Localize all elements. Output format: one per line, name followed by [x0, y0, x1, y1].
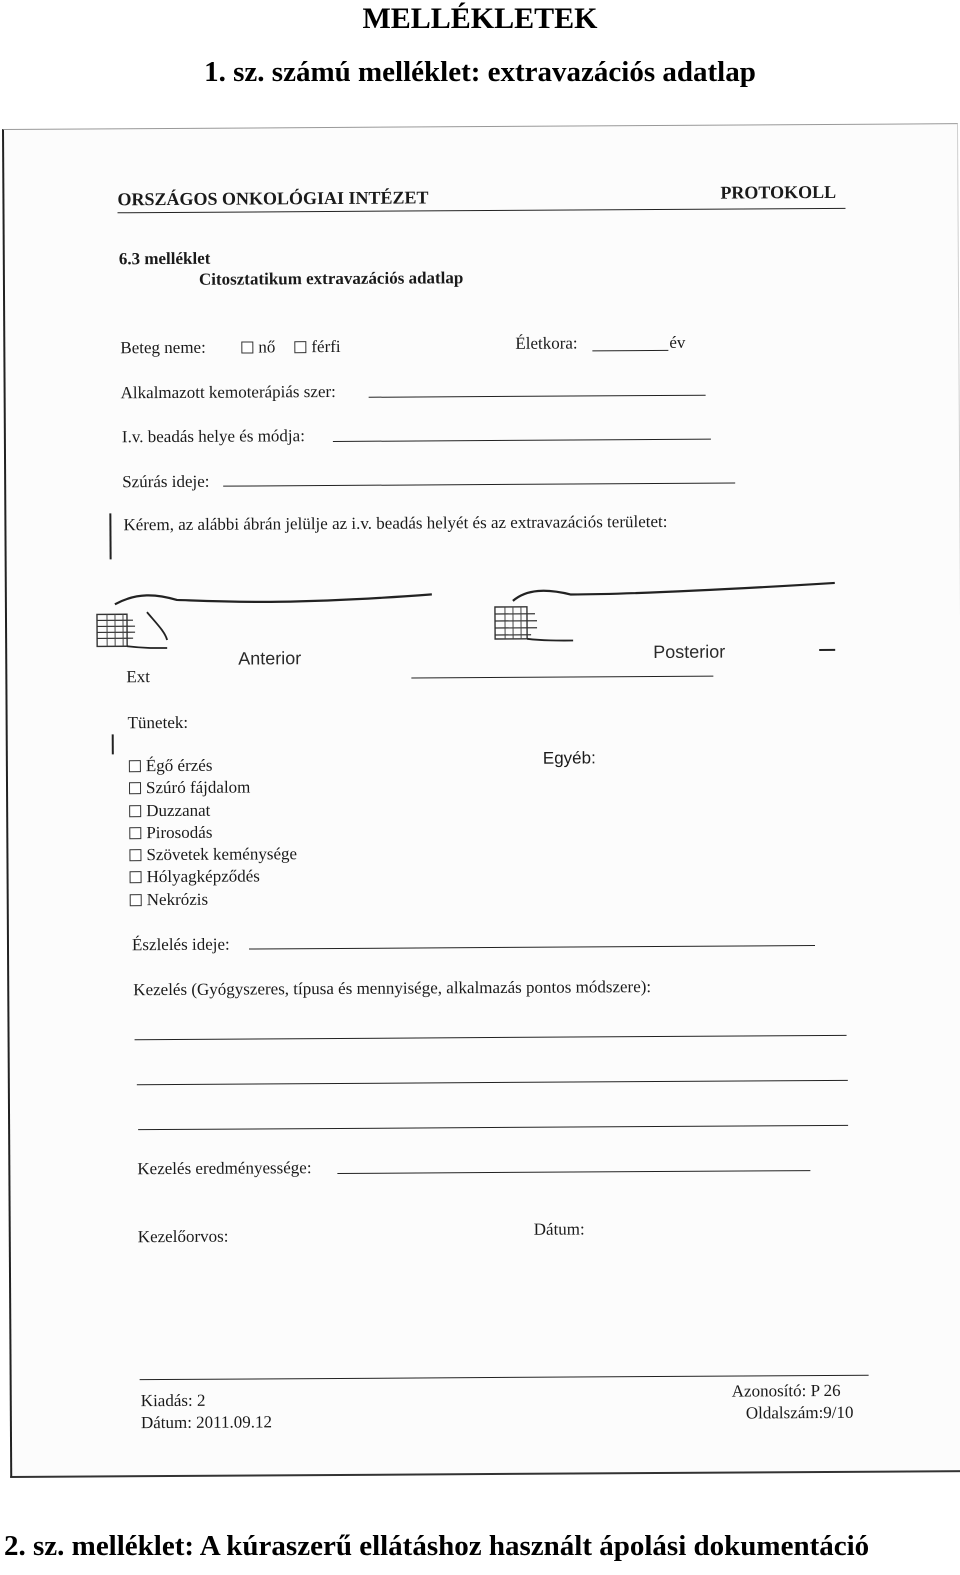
posterior-label: Posterior [653, 641, 726, 663]
detection-time-field[interactable] [249, 945, 815, 949]
identifier: Azonosító: P 26 [731, 1380, 841, 1401]
symptom-item[interactable] [129, 799, 297, 822]
physician-label: Kezelőorvos: [137, 1226, 229, 1247]
anterior-label: Anterior [238, 648, 302, 669]
document-title: MELLÉKLETEK [362, 2, 598, 35]
symptom-item[interactable] [129, 843, 297, 866]
form-title: Citosztatikum extravazációs adatlap [198, 268, 464, 289]
checkbox-icon[interactable] [129, 827, 141, 839]
age-field[interactable] [592, 350, 668, 351]
next-annex-heading: 2. sz. melléklet: A kúraszerű ellátáshoz használt ápolási dokumentáció [4, 1530, 870, 1562]
treatment-field-line-1[interactable] [135, 1035, 847, 1040]
diagram-instruction: Kérem, az alábbi ábrán jelülje az i.v. beadás helyét és az extravazációs területet: [123, 511, 668, 535]
injection-time-field[interactable] [223, 483, 735, 487]
iv-site-field[interactable] [333, 439, 711, 442]
edition-date: Dátum: 2011.09.12 [140, 1412, 273, 1433]
institute-name: ORSZÁGOS ONKOLÓGIAI INTÉZET [117, 187, 429, 210]
symptom-item[interactable] [129, 754, 297, 777]
detection-time-label: Észlelés ideje: [131, 934, 230, 955]
checkbox-icon[interactable] [129, 782, 141, 794]
checkbox-icon[interactable] [130, 894, 142, 906]
checkbox-icon[interactable] [241, 341, 253, 353]
symptom-label: Szúró fájdalom [145, 777, 251, 798]
footer-rule [140, 1375, 869, 1380]
document-subtitle: 1. sz. számú melléklet: extravazációs adatlap [204, 56, 756, 88]
other-label: Egyéb: [542, 748, 596, 768]
symptom-list [129, 754, 298, 911]
treatment-field-line-2[interactable] [137, 1080, 848, 1085]
dash-mark [819, 649, 835, 651]
symptom-label: Duzzanat [146, 800, 211, 820]
chemo-field[interactable] [369, 395, 706, 398]
page-number: Oldalszám:9/10 [745, 1402, 854, 1423]
symptoms-label: Tünetek: [127, 712, 189, 733]
date-label: Dátum: [533, 1219, 585, 1239]
checkbox-icon[interactable] [129, 760, 141, 772]
treatment-field-line-3[interactable] [138, 1125, 848, 1130]
symptom-item[interactable] [129, 777, 297, 800]
treatment-result-field[interactable] [337, 1170, 810, 1174]
checkbox-icon[interactable] [294, 341, 306, 353]
iv-site-label: I.v. beadás helye és módja: [121, 426, 305, 447]
scanned-form [2, 123, 960, 1478]
symptom-label: Nekrózis [146, 889, 209, 909]
symptom-item[interactable] [129, 821, 297, 844]
symptom-item[interactable] [130, 888, 298, 911]
symptom-label: Hólyagképződés [146, 866, 260, 887]
extent-label: Ext [126, 667, 151, 687]
symptom-label: Pirosodás [146, 822, 213, 843]
gender-female-label: nő [258, 337, 276, 357]
gender-female-option[interactable] [241, 337, 275, 357]
treatment-label: Kezelés (Gyógyszeres, típusa és mennyisége, alkalmazás pontos módszere): [133, 977, 652, 1000]
symptom-item[interactable] [130, 866, 298, 889]
edition: Kiadás: 2 [140, 1390, 206, 1411]
age-unit: év [669, 332, 686, 352]
protocol-label: PROTOKOLL [720, 181, 837, 203]
chemo-label: Alkalmazott kemoterápiás szer: [120, 381, 336, 403]
margin-mark [112, 734, 114, 754]
age-label: Életkora: [515, 333, 578, 353]
symptom-label: Szövetek keménysége [146, 844, 298, 865]
checkbox-icon[interactable] [130, 872, 142, 884]
extent-field[interactable] [411, 676, 713, 679]
injection-time-label: Szúrás ideje: [122, 471, 210, 492]
patient-gender-label: Beteg neme: [120, 337, 206, 358]
treatment-result-label: Kezelés eredményessége: [137, 1158, 312, 1179]
symptom-label: Égő érzés [145, 755, 213, 776]
gender-male-label: férfi [311, 336, 341, 357]
gender-male-option[interactable] [294, 337, 340, 357]
checkbox-icon[interactable] [129, 805, 141, 817]
checkbox-icon[interactable] [129, 849, 141, 861]
margin-mark [109, 513, 111, 559]
annex-number: 6.3 melléklet [118, 248, 211, 269]
